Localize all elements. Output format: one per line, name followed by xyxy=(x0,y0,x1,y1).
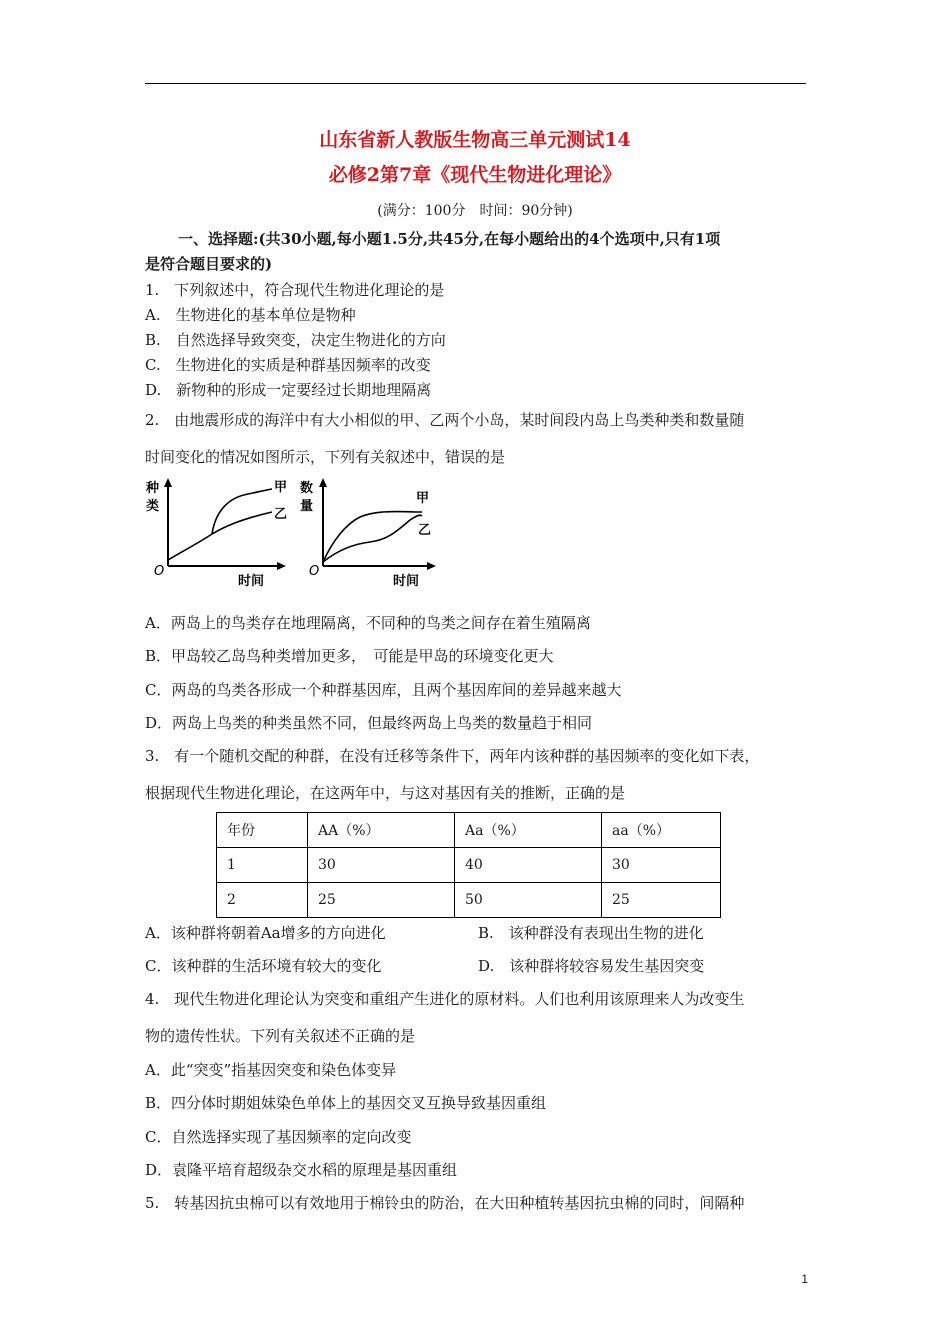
table-header-cell: Aa（%） xyxy=(455,813,602,848)
table-cell: 25 xyxy=(602,883,721,918)
section-heading: 一、选择题:(共30小题,每小题1.5分,共45分,在每小题给出的4个选项中,只有1项 xyxy=(178,230,721,248)
x-axis-arrow xyxy=(427,562,436,570)
x-axis-arrow xyxy=(277,562,286,570)
series-jia-label: 甲 xyxy=(416,491,430,506)
q3-option-b: B. 该种群没有表现出生物的进化 xyxy=(478,924,704,942)
table-header-cell: 年份 xyxy=(217,813,308,848)
table-cell: 2 xyxy=(217,883,308,918)
q3-option-a: A．该种群将朝着Aa增多的方向进化 xyxy=(145,924,386,942)
q1-option-a: A. 生物进化的基本单位是物种 xyxy=(145,306,356,324)
q4-stem: 4. 现代生物进化理论认为突变和重组产生进化的原材料。人们也利用该原理来人为改变生 xyxy=(145,990,745,1008)
chart-population xyxy=(298,474,448,592)
origin-label: O xyxy=(309,564,320,579)
q4-option-d: D．袁隆平培育超级杂交水稻的原理是基因重组 xyxy=(145,1161,458,1179)
table-row xyxy=(217,883,721,918)
q4-option-a: A．此“突变”指基因突变和染色体变异 xyxy=(145,1061,397,1079)
ylabel-char-2: 类 xyxy=(146,499,160,514)
q4-option-c: C．自然选择实现了基因频率的定向改变 xyxy=(145,1128,412,1146)
series-jia-line xyxy=(212,489,272,534)
q3-stem: 3. 有一个随机交配的种群，在没有迁移等条件下，两年内该种群的基因频率的变化如下表， xyxy=(145,747,760,765)
table-header-row xyxy=(217,813,721,848)
q1-option-c: C. 生物进化的实质是种群基因频率的改变 xyxy=(145,356,431,374)
title-line-2: 必修2第7章《现代生物进化理论》 xyxy=(328,164,622,186)
exam-meta: (满分：100分 时间：90分钟) xyxy=(377,203,573,219)
table-header-cell: aa（%） xyxy=(602,813,721,848)
q2-option-a: A．两岛上的鸟类存在地理隔离，不同种的鸟类之间存在着生殖隔离 xyxy=(145,614,591,632)
table-cell: 30 xyxy=(308,848,455,883)
ylabel-char-2: 量 xyxy=(300,499,314,514)
section-heading-cont: 是符合题目要求的) xyxy=(145,255,273,273)
q4-option-b: B．四分体时期姐妹染色单体上的基因交叉互换导致基因重组 xyxy=(145,1094,547,1112)
q3-stem-cont: 根据现代生物进化理论，在这两年中，与这对基因有关的推断，正确的是 xyxy=(145,784,626,802)
series-yi-label: 乙 xyxy=(418,523,432,538)
table-cell: 50 xyxy=(455,883,602,918)
table-header-cell: AA（%） xyxy=(308,813,455,848)
q2-option-c: C．两岛的鸟类各形成一个种群基因库，且两个基因库间的差异越来越大 xyxy=(145,681,622,699)
xlabel: 时间 xyxy=(393,574,420,589)
q1-option-d: D. 新物种的形成一定要经过长期地理隔离 xyxy=(145,381,432,399)
q4-stem-cont: 物的遗传性状。下列有关叙述不正确的是 xyxy=(145,1027,416,1045)
table-cell: 30 xyxy=(602,848,721,883)
q1-stem: 1. 下列叙述中，符合现代生物进化理论的是 xyxy=(145,281,445,299)
table-row xyxy=(217,848,721,883)
y-axis-arrow xyxy=(164,478,172,487)
table-cell: 25 xyxy=(308,883,455,918)
title-line-1: 山东省新人教版生物高三单元测试14 xyxy=(319,129,631,151)
q3-option-c: C．该种群的生活环境有较大的变化 xyxy=(145,957,382,975)
q3-option-d: D. 该种群将较容易发生基因突变 xyxy=(478,957,705,975)
q2-stem-cont: 时间变化的情况如图所示，下列有关叙述中，错误的是 xyxy=(145,448,506,466)
y-axis-arrow xyxy=(319,478,327,487)
series-yi-line xyxy=(323,515,422,562)
chart-species xyxy=(140,474,300,592)
series-jia-line xyxy=(323,512,422,562)
xlabel: 时间 xyxy=(238,574,265,589)
q2-option-d: D．两岛上鸟类的种类虽然不同，但最终两岛上鸟类的数量趋于相同 xyxy=(145,714,593,732)
q2-option-b: B．甲岛较乙岛鸟种类增加更多， 可能是甲岛的环境变化更大 xyxy=(145,647,554,665)
series-yi-line xyxy=(168,512,272,560)
q5-stem: 5. 转基因抗虫棉可以有效地用于棉铃虫的防治，在大田种植转基因抗虫棉的同时，间隔种 xyxy=(145,1194,745,1212)
series-yi-label: 乙 xyxy=(274,507,288,522)
ylabel-char-1: 数 xyxy=(300,481,314,496)
origin-label: O xyxy=(154,564,165,579)
page-number: 1 xyxy=(801,1272,808,1286)
table-cell: 40 xyxy=(455,848,602,883)
ylabel-char-1: 种 xyxy=(146,481,160,496)
table-cell: 1 xyxy=(217,848,308,883)
q1-option-b: B. 自然选择导致突变，决定生物进化的方向 xyxy=(145,331,446,349)
header-rule xyxy=(145,83,806,84)
series-jia-label: 甲 xyxy=(274,480,288,495)
genotype-table xyxy=(216,812,721,918)
q2-stem: 2. 由地震形成的海洋中有大小相似的甲、乙两个小岛，某时间段内岛上鸟类种类和数量随 xyxy=(145,411,745,429)
